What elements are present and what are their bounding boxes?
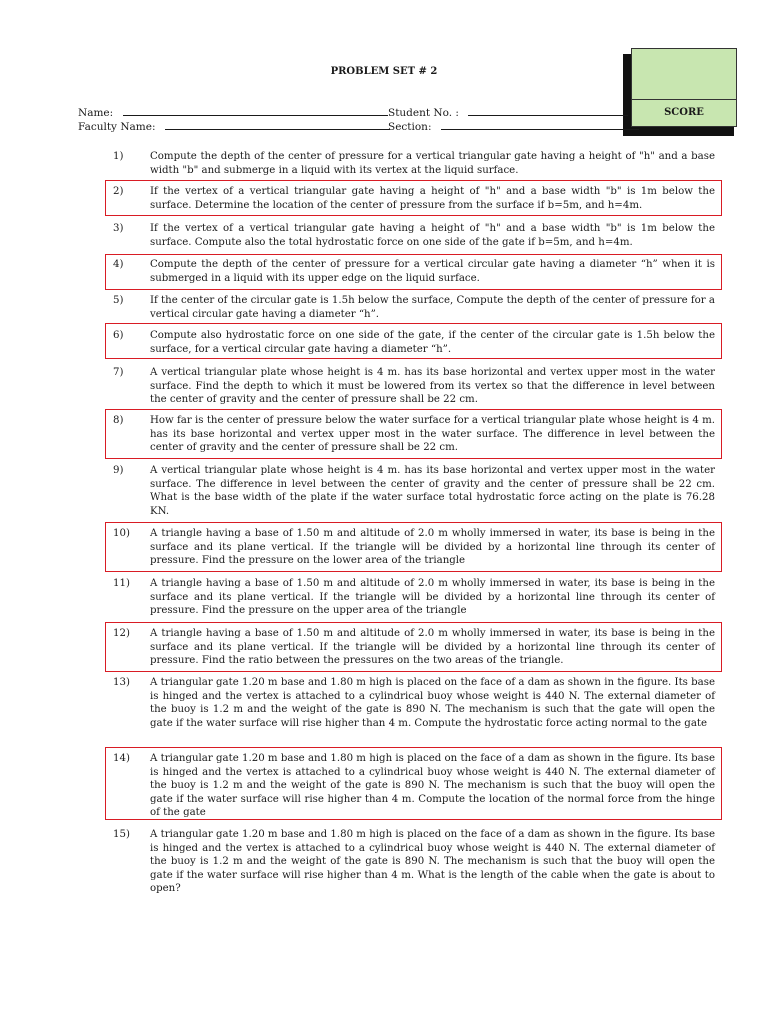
score-box	[631, 48, 737, 127]
name-label: Name:	[78, 107, 114, 119]
problem-number: 7)	[113, 367, 124, 378]
name-row	[78, 105, 388, 120]
problem-text: If the center of the circular gate is 1.5h below the surface, Compute the depth of the center of pressure for a vertical circular gate having a diameter “h”.	[150, 295, 715, 320]
problem-number: 12)	[113, 628, 130, 639]
faculty-name-label: Faculty Name:	[78, 121, 156, 133]
problem-text: A triangle having a base of 1.50 m and altitude of 2.0 m wholly immersed in water, its base is being in the surface and its plane vertical. If the triangle will be divided by a horizontal line through its center of pressure. Find the pressure on the upper area of the triangle	[150, 578, 715, 616]
problem-number: 15)	[113, 829, 130, 840]
student-no-field[interactable]	[468, 105, 628, 116]
problem-number: 3)	[113, 223, 124, 234]
problem-text: A triangular gate 1.20 m base and 1.80 m high is placed on the face of a dam as shown in the figure. Its base is hinged and the vertex is attached to a cylindrical buoy whose weight is 440 N. The external diameter of the buoy is 1.2 m and the weight of the gate is 890 N. The mechanism is such that the buoy will open the gate if the water surface will rise higher than 4 m. What is the length of the cable when the gate is about to open?	[150, 829, 715, 894]
problem-number: 5)	[113, 295, 124, 306]
problem-item	[113, 527, 715, 568]
student-no-label: Student No. :	[388, 107, 459, 119]
problem-number: 9)	[113, 465, 124, 476]
problem-item	[113, 222, 715, 249]
faculty-name-row	[78, 119, 390, 134]
problem-number: 4)	[113, 259, 124, 270]
problem-item	[113, 676, 715, 730]
problem-text: Compute the depth of the center of pressure for a vertical triangular gate having a height of "h" and a base width "b" and submerge in a liquid with its vertex at the liquid surface.	[150, 151, 715, 176]
problem-text: Compute the depth of the center of pressure for a vertical circular gate having a diameter “h” when it is submerged in a liquid with its upper edge on the liquid surface.	[150, 259, 715, 284]
problem-text: Compute also hydrostatic force on one side of the gate, if the center of the circular gate is 1.5h below the surface, for a vertical circular gate having a diameter “h”.	[150, 330, 715, 355]
problem-text: A triangular gate 1.20 m base and 1.80 m high is placed on the face of a dam as shown in the figure. Its base is hinged and the vertex is attached to a cylindrical buoy whose weight is 440 N. The external diameter of the buoy is 1.2 m and the weight of the gate is 890 N. The mechanism is such that the gate will open the gate if the water surface will rise higher than 4 m. Compute the hydrostatic force acting normal to the gate	[150, 677, 715, 729]
problem-text: If the vertex of a vertical triangular gate having a height of "h" and a base width "b" is 1m below the surface. Determine the location of the center of pressure from the surface if b=5m, and h=4m.	[150, 186, 715, 211]
page-title: PROBLEM SET # 2	[330, 66, 438, 77]
problem-text: A vertical triangular plate whose height is 4 m. has its base horizontal and vertex upper most in the water surface. Find the depth to which it must be lowered from its vertex so that the difference in level between the center of gravity and the center of pressure shall be 22 cm.	[150, 367, 715, 405]
problem-item	[113, 414, 715, 455]
problem-item	[113, 577, 715, 618]
problem-item	[113, 627, 715, 668]
problem-item	[113, 258, 715, 285]
problem-item	[113, 294, 715, 321]
problem-number: 8)	[113, 415, 124, 426]
problem-item	[113, 329, 715, 356]
problem-text: A triangle having a base of 1.50 m and altitude of 2.0 m wholly immersed in water, its base is being in the surface and its plane vertical. If the triangle will be divided by a horizontal line through its center of pressure. Find the ratio between the pressures on the two areas of the triangle.	[150, 628, 715, 666]
problem-text: A triangular gate 1.20 m base and 1.80 m high is placed on the face of a dam as shown in the figure. Its base is hinged and the vertex is attached to a cylindrical buoy whose weight is 440 N. The external diameter of the buoy is 1.2 m and the weight of the gate is 890 N. The mechanism is such that the buoy will open the gate if the water surface will rise higher than 4 m. Compute the location of the normal force from the hinge of the gate	[150, 753, 715, 818]
name-field[interactable]	[123, 105, 388, 116]
problem-number: 11)	[113, 578, 130, 589]
problem-number: 10)	[113, 528, 130, 539]
problem-item	[113, 464, 715, 518]
problem-text: How far is the center of pressure below the water surface for a vertical triangular plate whose height is 4 m. has its base horizontal and vertex upper most in the water surface. The difference in level between the center of gravity and the center of pressure shall be 22 cm.	[150, 415, 715, 453]
score-label: SCORE	[664, 107, 704, 118]
problem-number: 14)	[113, 753, 130, 764]
problem-item	[113, 185, 715, 212]
problem-text: A vertical triangular plate whose height is 4 m. has its base horizontal and vertex upper most in the water surface. The difference in level between the center of gravity and the center of pressure shall be 22 cm. What is the base width of the plate if the water surface total hydrostatic force acting on the plate is 76.28 KN.	[150, 465, 715, 517]
problem-number: 1)	[113, 151, 124, 162]
problem-number: 13)	[113, 677, 130, 688]
problem-text: If the vertex of a vertical triangular gate having a height of "h" and a base width "b" is 1m below the surface. Compute also the total hydrostatic force on one side of the gate if b=5m, and h=4m.	[150, 223, 715, 248]
problem-item	[113, 150, 715, 177]
problem-item	[113, 752, 715, 820]
section-field[interactable]	[441, 119, 639, 130]
problem-item	[113, 366, 715, 407]
problem-number: 6)	[113, 330, 124, 341]
faculty-name-field[interactable]	[165, 119, 390, 130]
student-no-row	[388, 105, 628, 120]
section-label: Section:	[388, 121, 432, 133]
problem-item	[113, 828, 715, 896]
problem-number: 2)	[113, 186, 124, 197]
problem-text: A triangle having a base of 1.50 m and altitude of 2.0 m wholly immersed in water, its base is being in the surface and its plane vertical. If the triangle will be divided by a horizontal line through its center of pressure. Find the pressure on the lower area of the triangle	[150, 528, 715, 566]
section-row	[388, 119, 639, 134]
